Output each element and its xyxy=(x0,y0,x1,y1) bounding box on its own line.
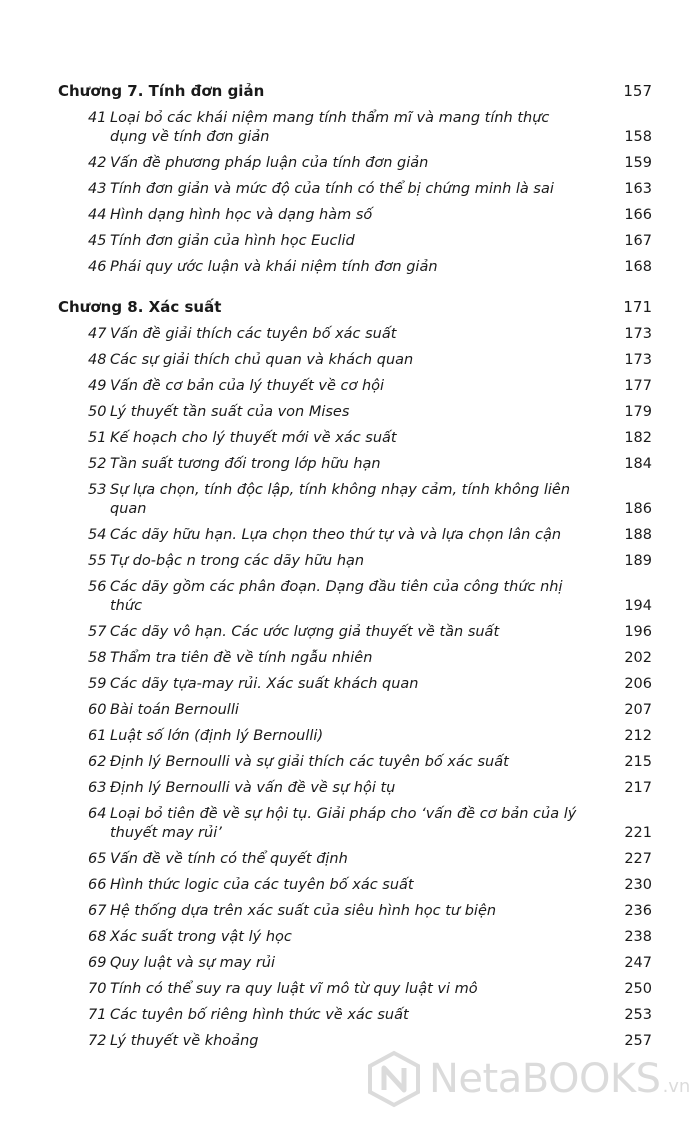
toc-entry xyxy=(58,578,652,616)
entry-page: 184 xyxy=(624,456,652,472)
entry-number: 47 xyxy=(88,326,107,342)
entry-number: 55 xyxy=(88,553,107,569)
chapter-title: Chương 7. Tính đơn giản xyxy=(58,82,265,100)
entry-page: 166 xyxy=(624,207,652,223)
entry-title: Tự do-bậc n trong các dãy hữu hạn xyxy=(110,553,365,569)
entry-page: 217 xyxy=(624,780,652,796)
entry-page: 186 xyxy=(624,501,652,517)
entry-page: 163 xyxy=(624,181,652,197)
entry-page: 212 xyxy=(624,728,652,744)
entry-title: Hình dạng hình học và dạng hàm số xyxy=(110,207,373,223)
entry-number: 66 xyxy=(88,877,107,893)
toc-entry xyxy=(58,258,652,277)
entry-title: Các sự giải thích chủ quan và khách quan xyxy=(110,352,414,368)
entry-page: 238 xyxy=(624,929,652,945)
entry-title: Loại bỏ các khái niệm mang tính thẩm mĩ và mang tính thực dụng về tính đơn giản xyxy=(110,110,550,145)
entry-number: 48 xyxy=(88,352,107,368)
entry-number: 61 xyxy=(88,728,107,744)
entry-page: 182 xyxy=(624,430,652,446)
toc-entry xyxy=(58,954,652,973)
entry-title: Vấn đề cơ bản của lý thuyết về cơ hội xyxy=(110,378,385,394)
entry-number: 41 xyxy=(88,110,107,126)
toc-entry xyxy=(58,180,652,199)
entry-page: 168 xyxy=(624,259,652,275)
toc-entry xyxy=(58,526,652,545)
entry-number: 54 xyxy=(88,527,107,543)
entry-number: 70 xyxy=(88,981,107,997)
toc-entry xyxy=(58,377,652,396)
toc-entry xyxy=(58,206,652,225)
chapter-page: 171 xyxy=(623,298,652,316)
entry-page: 188 xyxy=(624,527,652,543)
entry-title: Vấn đề về tính có thể quyết định xyxy=(110,851,348,867)
entry-number: 58 xyxy=(88,650,107,666)
entry-page: 230 xyxy=(624,877,652,893)
entry-page: 159 xyxy=(624,155,652,171)
toc-entry xyxy=(58,154,652,173)
toc-entry xyxy=(58,727,652,746)
toc-entry xyxy=(58,701,652,720)
toc-entry xyxy=(58,351,652,370)
entry-number: 69 xyxy=(88,955,107,971)
entry-page: 158 xyxy=(624,129,652,145)
toc-entry xyxy=(58,109,652,147)
entry-number: 62 xyxy=(88,754,107,770)
entry-page: 207 xyxy=(624,702,652,718)
entry-title: Các dãy gồm các phân đoạn. Dạng đầu tiên của công thức nhị thức xyxy=(110,579,563,614)
entry-number: 45 xyxy=(88,233,107,249)
entry-title: Hệ thống dựa trên xác suất của siêu hình học tư biện xyxy=(110,903,497,919)
entry-page: 227 xyxy=(624,851,652,867)
entry-number: 71 xyxy=(88,1007,107,1023)
entry-number: 53 xyxy=(88,482,107,498)
entry-number: 56 xyxy=(88,579,107,595)
entry-number: 44 xyxy=(88,207,107,223)
entry-title: Lý thuyết về khoảng xyxy=(110,1033,259,1049)
entry-number: 46 xyxy=(88,259,107,275)
chapter-title: Chương 8. Xác suất xyxy=(58,298,222,316)
entry-page: 173 xyxy=(624,352,652,368)
entry-number: 57 xyxy=(88,624,107,640)
entry-number: 51 xyxy=(88,430,107,446)
entry-number: 42 xyxy=(88,155,107,171)
toc-entry xyxy=(58,429,652,448)
chapter-heading xyxy=(58,296,652,318)
toc-entry xyxy=(58,623,652,642)
toc-entry xyxy=(58,455,652,474)
entry-page: 167 xyxy=(624,233,652,249)
entry-number: 65 xyxy=(88,851,107,867)
entry-title: Xác suất trong vật lý học xyxy=(110,929,292,945)
toc-entry xyxy=(58,850,652,869)
entry-page: 257 xyxy=(624,1033,652,1049)
toc-entry xyxy=(58,325,652,344)
entry-page: 236 xyxy=(624,903,652,919)
entry-number: 63 xyxy=(88,780,107,796)
toc-entry xyxy=(58,753,652,772)
entry-number: 50 xyxy=(88,404,107,420)
entry-page: 179 xyxy=(624,404,652,420)
toc-entry xyxy=(58,902,652,921)
entry-number: 43 xyxy=(88,181,107,197)
entry-page: 173 xyxy=(624,326,652,342)
toc-entry xyxy=(58,876,652,895)
entry-number: 67 xyxy=(88,903,107,919)
entry-title: Tính đơn giản và mức độ của tính có thể bị chứng minh là sai xyxy=(110,181,554,197)
entry-title: Bài toán Bernoulli xyxy=(110,702,239,718)
entry-title: Các dãy hữu hạn. Lựa chọn theo thứ tự và và lựa chọn lân cận xyxy=(110,527,562,543)
entry-number: 49 xyxy=(88,378,107,394)
entry-title: Định lý Bernoulli và vấn đề về sự hội tụ xyxy=(110,780,396,796)
entry-title: Vấn đề phương pháp luận của tính đơn giản xyxy=(110,155,429,171)
entry-title: Vấn đề giải thích các tuyên bố xác suất xyxy=(110,326,397,342)
entry-number: 52 xyxy=(88,456,107,472)
entry-number: 60 xyxy=(88,702,107,718)
entry-page: 206 xyxy=(624,676,652,692)
entry-title: Tính có thể suy ra quy luật vĩ mô từ quy luật vi mô xyxy=(110,981,478,997)
chapter-heading xyxy=(58,80,652,102)
toc-entry xyxy=(58,232,652,251)
table-of-contents xyxy=(58,80,652,1058)
entry-title: Các tuyên bố riêng hình thức về xác suất xyxy=(110,1007,409,1023)
entry-page: 189 xyxy=(624,553,652,569)
entry-title: Các dãy vô hạn. Các ước lượng giả thuyết về tần suất xyxy=(110,624,500,640)
entry-title: Tần suất tương đối trong lớp hữu hạn xyxy=(110,456,381,472)
entry-title: Loại bỏ tiên đề về sự hội tụ. Giải pháp cho ‘vấn đề cơ bản của lý thuyết may rủi’ xyxy=(110,806,577,841)
toc-entry xyxy=(58,649,652,668)
entry-title: Hình thức logic của các tuyên bố xác suất xyxy=(110,877,414,893)
watermark-suffix: .vn xyxy=(662,1075,691,1097)
toc-entry xyxy=(58,675,652,694)
toc-entry xyxy=(58,779,652,798)
entry-title: Thẩm tra tiên đề về tính ngẫu nhiên xyxy=(110,650,373,666)
entry-title: Sự lựa chọn, tính độc lập, tính không nhạy cảm, tính không liên quan xyxy=(110,482,571,517)
entry-title: Kế hoạch cho lý thuyết mới về xác suất xyxy=(110,430,397,446)
entry-page: 202 xyxy=(624,650,652,666)
toc-entry xyxy=(58,481,652,519)
entry-page: 194 xyxy=(624,598,652,614)
chapter-page: 157 xyxy=(623,82,652,100)
toc-entry xyxy=(58,403,652,422)
netabooks-logo-icon xyxy=(365,1050,423,1108)
toc-entry xyxy=(58,980,652,999)
toc-entry xyxy=(58,805,652,843)
entry-title: Lý thuyết tần suất của von Mises xyxy=(110,404,350,420)
watermark-brand: NetaBOOKS xyxy=(429,1056,661,1102)
toc-entry xyxy=(58,1006,652,1025)
entry-number: 72 xyxy=(88,1033,107,1049)
entry-page: 196 xyxy=(624,624,652,640)
entry-title: Quy luật và sự may rủi xyxy=(110,955,276,971)
entry-title: Các dãy tựa-may rủi. Xác suất khách quan xyxy=(110,676,419,692)
entry-title: Định lý Bernoulli và sự giải thích các tuyên bố xác suất xyxy=(110,754,509,770)
entry-title: Tính đơn giản của hình học Euclid xyxy=(110,233,355,249)
toc-entry xyxy=(58,552,652,571)
watermark xyxy=(365,1047,695,1111)
entry-title: Luật số lớn (định lý Bernoulli) xyxy=(110,728,324,744)
entry-page: 215 xyxy=(624,754,652,770)
entry-page: 247 xyxy=(624,955,652,971)
entry-page: 177 xyxy=(624,378,652,394)
entry-number: 59 xyxy=(88,676,107,692)
entry-page: 253 xyxy=(624,1007,652,1023)
entry-title: Phái quy ước luận và khái niệm tính đơn giản xyxy=(110,259,438,275)
entry-number: 68 xyxy=(88,929,107,945)
entry-page: 221 xyxy=(624,825,652,841)
entry-number: 64 xyxy=(88,806,107,822)
toc-entry xyxy=(58,928,652,947)
entry-page: 250 xyxy=(624,981,652,997)
